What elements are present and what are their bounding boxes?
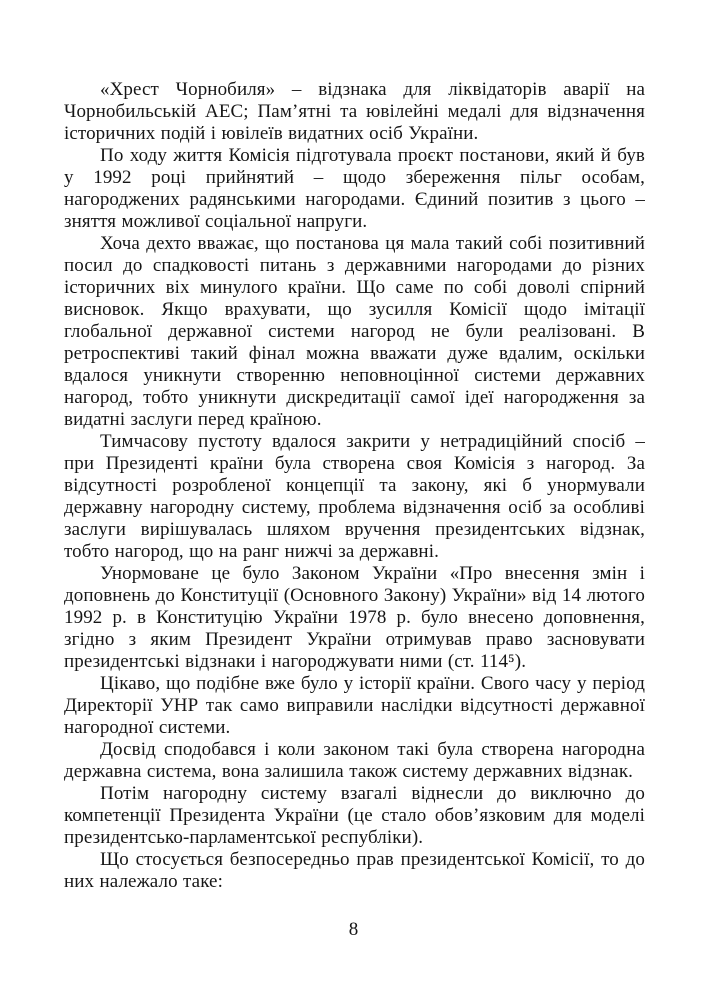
paragraph: Досвід сподобався і коли законом такі була створена нагородна державна система, вона залишила також систему державних відзнак. <box>64 739 645 782</box>
paragraph: Тимчасову пустоту вдалося закрити у нетрадиційний спосіб – при Президенті країни була створена своя Комісія з нагород. За відсутності розробленої концепції та закону, які б унормували державну нагородну систему, проблема відзначення осіб за особливі заслуги вирішувалась шляхом вручення президентських відзнак, тобто нагород, що на ранг нижчі за державні. <box>64 431 645 562</box>
paragraph: Що стосується безпосередньо прав президентської Комісії, то до них належало таке: <box>64 849 645 892</box>
paragraph: Потім нагородну систему взагалі віднесли до виключно до компетенції Президента України (це стало обов’язковим для моделі президентсько-парламентської республіки). <box>64 783 645 848</box>
page-text-block <box>64 79 645 893</box>
paragraph: Хоча дехто вважає, що постанова ця мала такий собі позитивний посил до спадковості питань з державними нагородами до різних історичних віх минулого країни. Що саме по собі доволі спірний висновок. Якщо врахувати, що зусилля Комісії щодо імітації глобальної державної системи нагород не були реалізовані. В ретроспективі такий фінал можна вважати дуже вдалим, оскільки вдалося уникнути створенню неповноцінної системи державних нагород, тобто уникнути дискредитації самої ідеї нагородження за видатні заслуги перед країною. <box>64 233 645 430</box>
paragraph: Цікаво, що подібне вже було у історії країни. Свого часу у період Директорії УНР так само виправили наслідки відсутності державної нагородної системи. <box>64 673 645 738</box>
page-number: 8 <box>348 919 359 940</box>
paragraph: «Хрест Чорнобиля» – відзнака для ліквідаторів аварії на Чорнобильській АЕС; Пам’ятні та ювілейні медалі для відзначення історичних подій і ювілеїв видатних осіб України. <box>64 79 645 144</box>
paragraph: По ходу життя Комісія підготувала проєкт постанови, який й був у 1992 році прийнятий – щодо збереження пільг особам, нагороджених радянськими нагородами. Єдиний позитив з цього – зняття можливої соціальної напруги. <box>64 145 645 232</box>
paragraph: Унормоване це було Законом України «Про внесення змін і доповнень до Конституції (Основного Закону) України» від 14 лютого 1992 р. в Конституцію України 1978 р. було внесено доповнення, згідно з яким Президент України отримував право засновувати президентські відзнаки і нагороджувати ними (ст. 114⁵). <box>64 563 645 672</box>
